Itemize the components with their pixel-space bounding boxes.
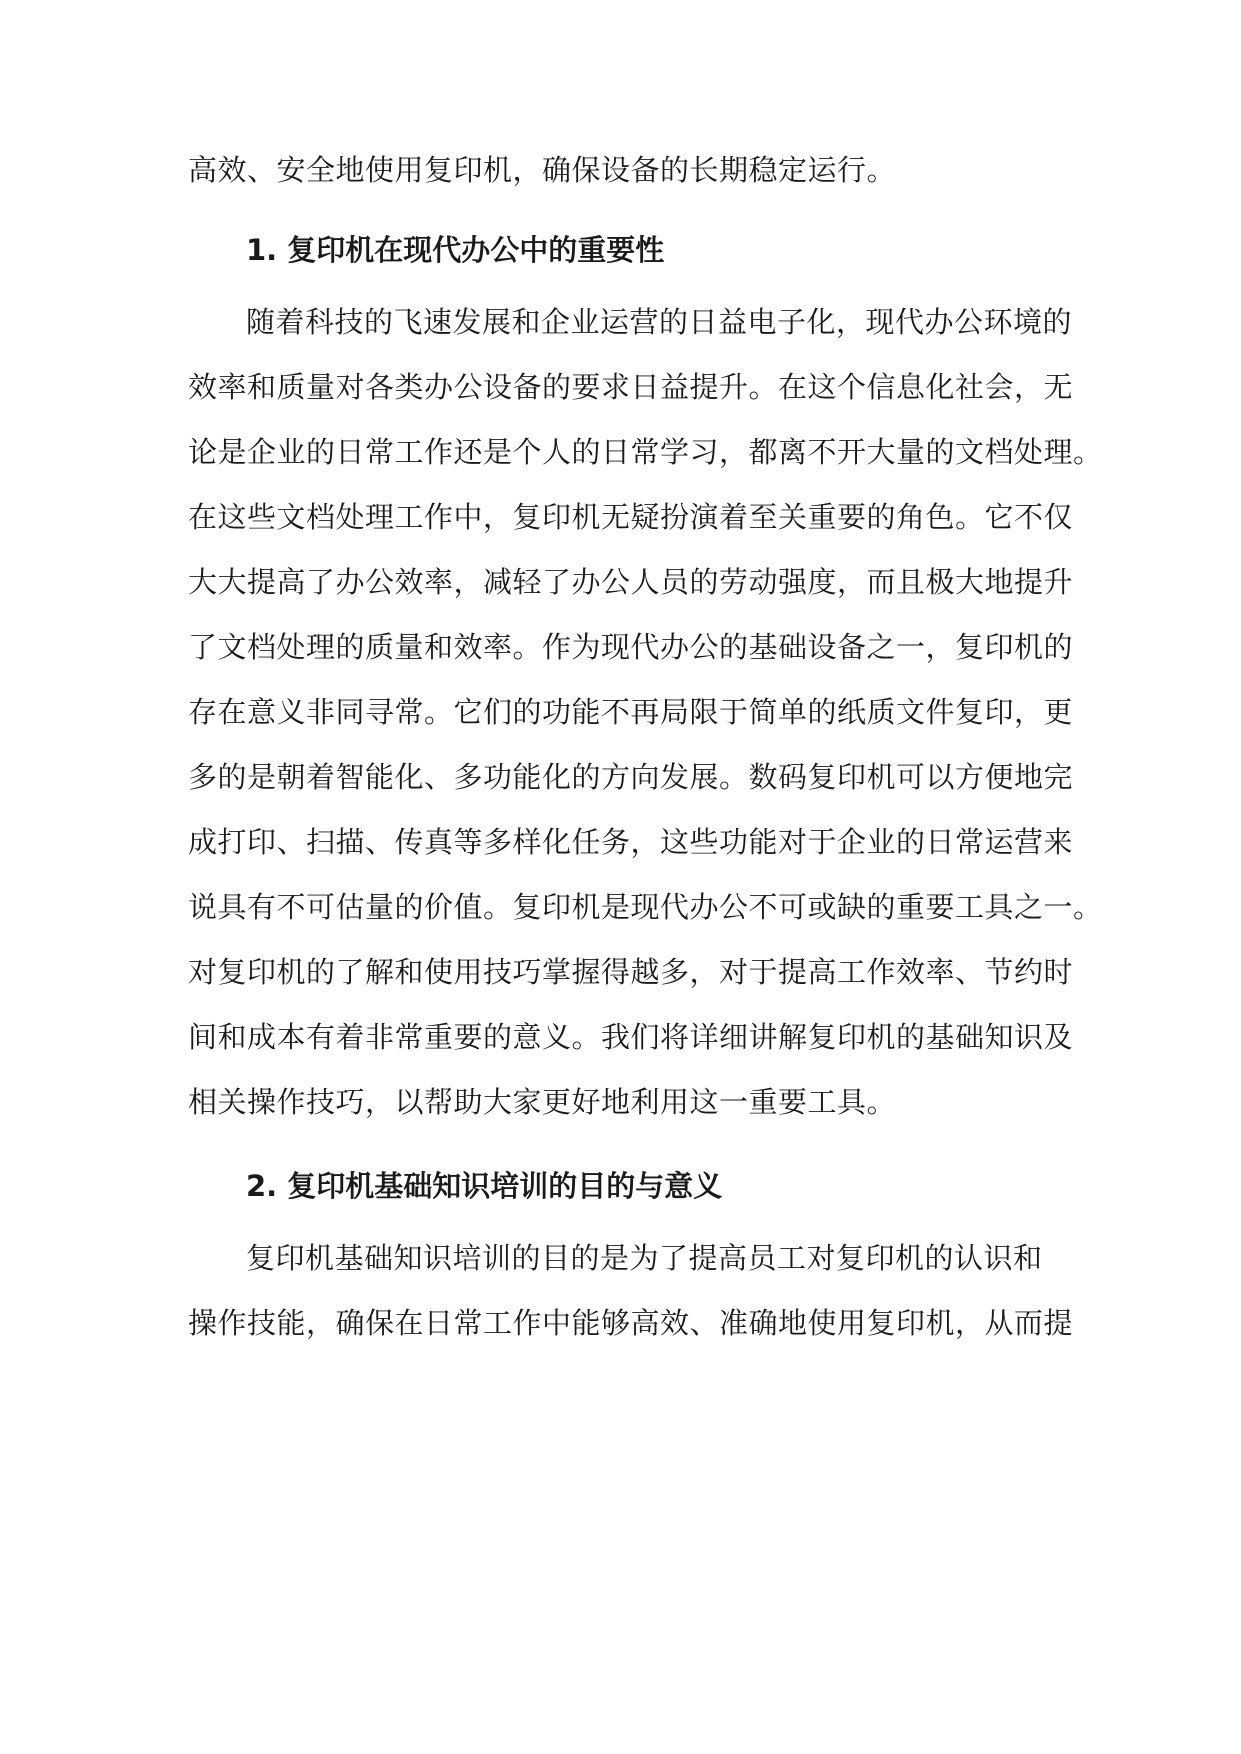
- paragraph-line: 间和成本有着非常重要的意义。我们将详细讲解复印机的基础知识及: [188, 1020, 1074, 1054]
- paragraph-line: 复印机基础知识培训的目的是为了提高员工对复印机的认识和: [246, 1241, 1043, 1275]
- paragraph-line: 高效、安全地使用复印机，确保设备的长期稳定运行。: [188, 153, 897, 187]
- paragraph-line: 相关操作技巧，以帮助大家更好地利用这一重要工具。: [188, 1085, 897, 1119]
- paragraph-line: 大大提高了办公效率，减轻了办公人员的劳动强度，而且极大地提升: [188, 565, 1074, 599]
- paragraph-line: 操作技能，确保在日常工作中能够高效、准确地使用复印机，从而提: [188, 1306, 1074, 1340]
- paragraph-line: 论是企业的日常工作还是个人的日常学习，都离不开大量的文档处理。: [188, 435, 1103, 469]
- paragraph-line: 随着科技的飞速发展和企业运营的日益电子化，现代办公环境的: [246, 305, 1073, 339]
- paragraph-line: 了文档处理的质量和效率。作为现代办公的基础设备之一，复印机的: [188, 630, 1074, 664]
- section-2-heading: 2. 复印机基础知识培训的目的与意义: [246, 1169, 723, 1203]
- paragraph-line: 在这些文档处理工作中，复印机无疑扮演着至关重要的角色。它不仅: [188, 500, 1074, 534]
- section-1-heading: 1. 复印机在现代办公中的重要性: [246, 233, 665, 267]
- paragraph-line: 存在意义非同寻常。它们的功能不再局限于简单的纸质文件复印，更: [188, 695, 1074, 729]
- paragraph-line: 对复印机的了解和使用技巧掌握得越多，对于提高工作效率、节约时: [188, 955, 1074, 989]
- paragraph-line: 说具有不可估量的价值。复印机是现代办公不可或缺的重要工具之一。: [188, 890, 1103, 924]
- paragraph-line: 多的是朝着智能化、多功能化的方向发展。数码复印机可以方便地完: [188, 760, 1074, 794]
- paragraph-line: 效率和质量对各类办公设备的要求日益提升。在这个信息化社会，无: [188, 370, 1074, 404]
- paragraph-line: 成打印、扫描、传真等多样化任务，这些功能对于企业的日常运营来: [188, 825, 1074, 859]
